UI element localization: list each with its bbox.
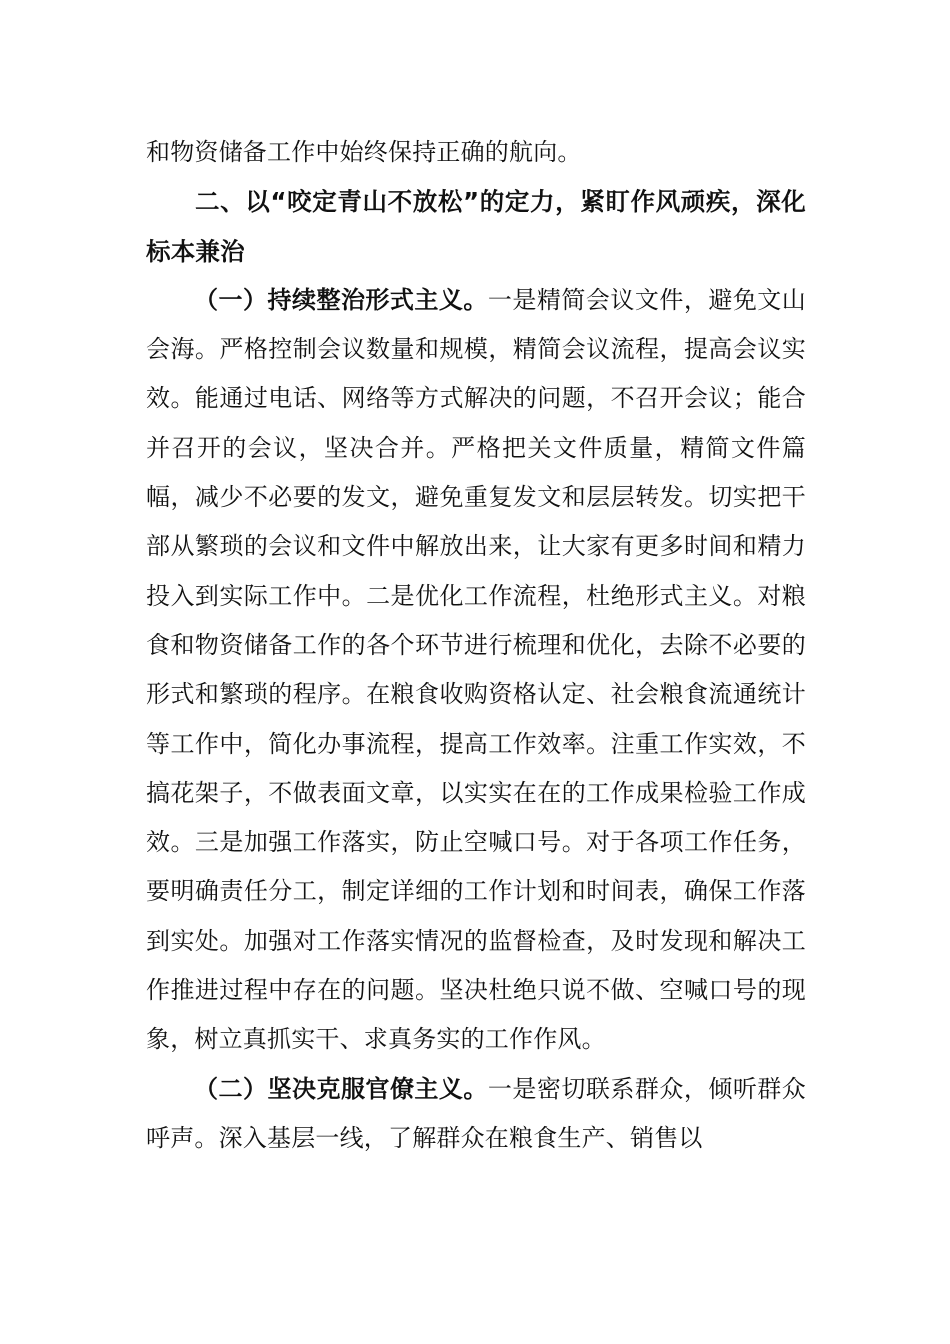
paragraph-bureaucratism-lead: （二）坚决克服官僚主义。 (194, 1074, 488, 1103)
continuation-paragraph: 和物资储备工作中始终保持正确的航向。 (146, 138, 582, 166)
paragraph-bureaucratism-body: 一是密切联系群众，倾听群众呼声。深入基层一线，了解群众在粮食生产、销售以 (146, 1074, 806, 1152)
section-heading: 二、以“咬定青山不放松”的定力，紧盯作风顽疾，深化标本兼治 (146, 187, 806, 266)
paragraph-formalism-body: 一是精简会议文件，避免文山会海。严格控制会议数量和规模，精简会议流程，提高会议实效。能通过电话、网络等方式解决的问题，不召开会议；能合并召开的会议，坚决合并。严格把关文件质量，精简文件篇幅，减少不必要的发文，避免重复发文和层层转发。切实把干部从繁琐的会议和文件中解放出来，让大家有更多时间和精力投入到实际工作中。二是优化工作流程，杜绝形式主义。对粮食和物资储备工作的各个环节进行梳理和优化，去除不必要的形式和繁琐的程序。在粮食收购资格认定、社会粮食流通统计等工作中，简化办事流程，提高工作效率。注重工作实效，不搞花架子，不做表面文章，以实实在在的工作成果检验工作成效。三是加强工作落实，防止空喊口号。对于各项工作任务，要明确责任分工，制定详细的工作计划和时间表，确保工作落到实处。加强对工作落实情况的监督检查，及时发现和解决工作推进过程中存在的问题。坚决杜绝只说不做、空喊口号的现象，树立真抓实干、求真务实的工作作风。 (146, 285, 806, 1054)
paragraph-bureaucratism (146, 1065, 806, 1164)
paragraph-formalism (146, 276, 806, 1065)
document-body (146, 128, 806, 1163)
paragraph-formalism-lead: （一）持续整治形式主义。 (194, 285, 488, 314)
